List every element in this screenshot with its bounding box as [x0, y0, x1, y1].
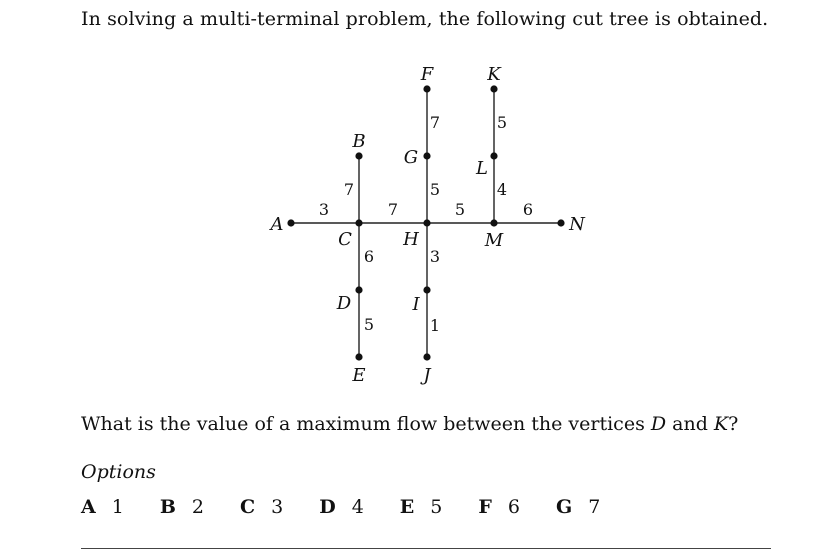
edge-weight-g-h: 5 — [429, 180, 441, 199]
vertex-label-g: G — [403, 147, 419, 168]
vertex-node-a — [287, 219, 294, 226]
edge-weight-k-l: 5 — [496, 113, 508, 132]
prompt-suffix: ? — [728, 413, 739, 435]
vertex-label-j: J — [423, 365, 431, 386]
option-f[interactable] — [478, 496, 520, 518]
vertex-label-e: E — [352, 365, 366, 386]
edge-weight-h-m: 5 — [454, 200, 466, 219]
vertex-label-n: N — [569, 214, 585, 235]
edge-weight-i-j: 1 — [429, 316, 441, 335]
edge-weight-m-n: 6 — [522, 200, 534, 219]
vertex-label-i: I — [412, 294, 420, 315]
option-value: 2 — [191, 496, 204, 518]
vertex-node-k — [490, 85, 497, 92]
vertex-node-j — [423, 353, 430, 360]
option-a[interactable] — [81, 496, 124, 518]
bottom-divider — [81, 548, 771, 549]
vertex-label-k: K — [487, 64, 501, 85]
option-key: G — [555, 496, 573, 518]
option-c[interactable] — [240, 496, 283, 518]
option-b[interactable] — [160, 496, 204, 518]
edge-weight-c-h: 7 — [387, 200, 399, 219]
option-key: C — [240, 496, 256, 518]
prompt-prefix: What is the value of a maximum flow between the vertices — [81, 413, 651, 435]
sub-question — [81, 413, 738, 435]
option-value: 3 — [271, 496, 284, 518]
edge-weight-a-c: 3 — [318, 200, 330, 219]
vertex-1: D — [650, 413, 667, 435]
option-key: E — [399, 496, 415, 518]
option-key: F — [478, 496, 492, 518]
option-key: D — [319, 496, 336, 518]
vertex-label-l: L — [476, 158, 488, 179]
edge-weight-l-m: 4 — [496, 180, 508, 199]
vertex-label-a: A — [270, 214, 284, 235]
vertex-node-b — [355, 152, 362, 159]
option-d[interactable] — [319, 496, 364, 518]
question-text: In solving a multi-terminal problem, the following cut tree is obtained. — [81, 8, 769, 30]
vertex-node-g — [423, 152, 430, 159]
vertex-node-f — [423, 85, 430, 92]
vertex-2: K — [713, 413, 729, 435]
vertex-label-d: D — [336, 293, 352, 314]
vertex-node-l — [490, 152, 497, 159]
vertex-node-h — [423, 219, 430, 226]
option-key: A — [81, 496, 96, 518]
option-value: 6 — [507, 496, 520, 518]
option-value: 5 — [430, 496, 443, 518]
edge-weight-b-c: 7 — [343, 180, 355, 199]
vertex-label-h: H — [403, 229, 419, 250]
edge-weight-f-g: 7 — [429, 113, 441, 132]
edge-weight-h-i: 3 — [429, 247, 441, 266]
option-g[interactable] — [556, 496, 600, 518]
vertex-label-f: F — [420, 64, 434, 85]
vertex-label-m: M — [484, 230, 504, 251]
option-key: B — [159, 496, 176, 518]
vertex-node-n — [557, 219, 564, 226]
prompt-mid: and — [666, 413, 714, 435]
edge-weight-c-d: 6 — [363, 247, 375, 266]
vertex-label-c: C — [338, 229, 352, 250]
vertex-node-i — [423, 286, 430, 293]
option-value: 1 — [111, 496, 124, 518]
vertex-label-b: B — [352, 131, 366, 152]
edge-weight-d-e: 5 — [363, 315, 375, 334]
vertex-node-d — [355, 286, 362, 293]
option-value: 4 — [351, 496, 364, 518]
vertex-node-m — [490, 219, 497, 226]
vertex-node-e — [355, 353, 362, 360]
vertex-node-c — [355, 219, 362, 226]
options-title: Options — [81, 461, 156, 483]
options-list — [81, 496, 636, 518]
option-value: 7 — [588, 496, 601, 518]
option-e[interactable] — [400, 496, 443, 518]
